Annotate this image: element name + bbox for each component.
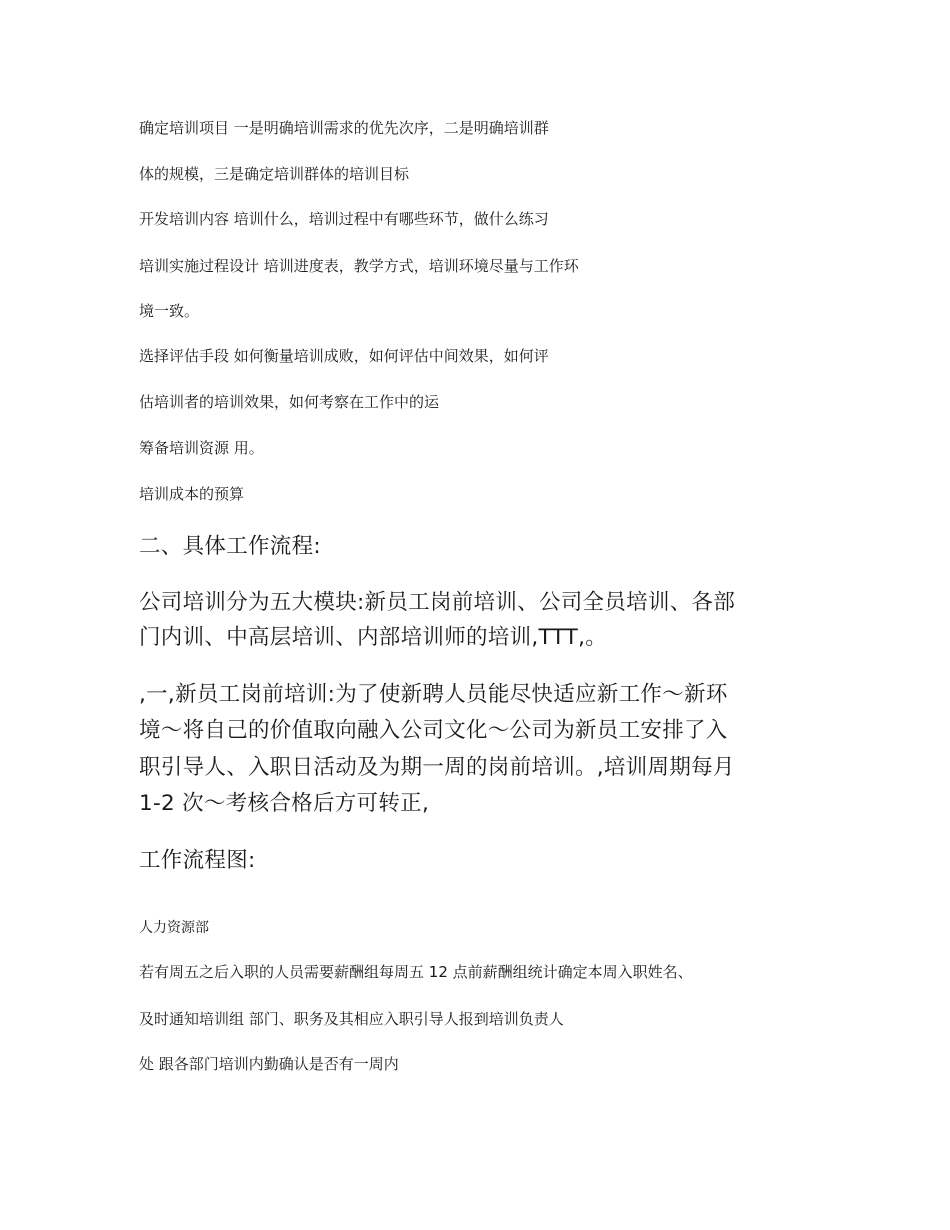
text-line: 境一致。 (139, 302, 200, 320)
text-line: 门内训、中高层培训、内部培训师的培训,TTT,。 (139, 625, 608, 650)
text-line: 人力资源部 (139, 920, 209, 936)
text-line: 境～将自己的价值取向融入公司文化～公司为新员工安排了入 (139, 718, 728, 743)
text-line: ,一,新员工岗前培训:为了使新聘人员能尽快适应新工作～新环 (139, 682, 728, 707)
text-line: 公司培训分为五大模块:新员工岗前培训、公司全员培训、各部 (139, 590, 736, 615)
section-heading: 二、具体工作流程: (139, 534, 321, 559)
text-line: 处 跟各部门培训内勤确认是否有一周内 (139, 1055, 399, 1073)
text-line: 及时通知培训组 部门、职务及其相应入职引导人报到培训负责人 (139, 1010, 564, 1028)
text-line: 体的规模，三是确定培训群体的培训目标 (139, 165, 410, 183)
section-heading: 工作流程图: (139, 848, 256, 873)
text-line: 培训成本的预算 (139, 485, 245, 503)
text-line: 筹备培训资源 用。 (139, 439, 264, 457)
text-line: 培训实施过程设计 培训进度表，教学方式，培训环境尽量与工作环 (139, 257, 579, 275)
text-line: 开发培训内容 培训什么，培训过程中有哪些环节，做什么练习 (139, 210, 549, 228)
text-line: 职引导人、入职日活动及为期一周的岗前培训。,培训周期每月 (139, 755, 735, 780)
text-line: 估培训者的培训效果，如何考察在工作中的运 (139, 393, 440, 411)
text-line: 确定培训项目 一是明确培训需求的优先次序，二是明确培训群 (139, 119, 549, 137)
text-line: 若有周五之后入职的人员需要薪酬组每周五 12 点前薪酬组统计确定本周入职姓名、 (139, 963, 693, 981)
text-line: 1-2 次～考核合格后方可转正, (139, 791, 430, 816)
text-line: 选择评估手段 如何衡量培训成败，如何评估中间效果，如何评 (139, 347, 549, 365)
